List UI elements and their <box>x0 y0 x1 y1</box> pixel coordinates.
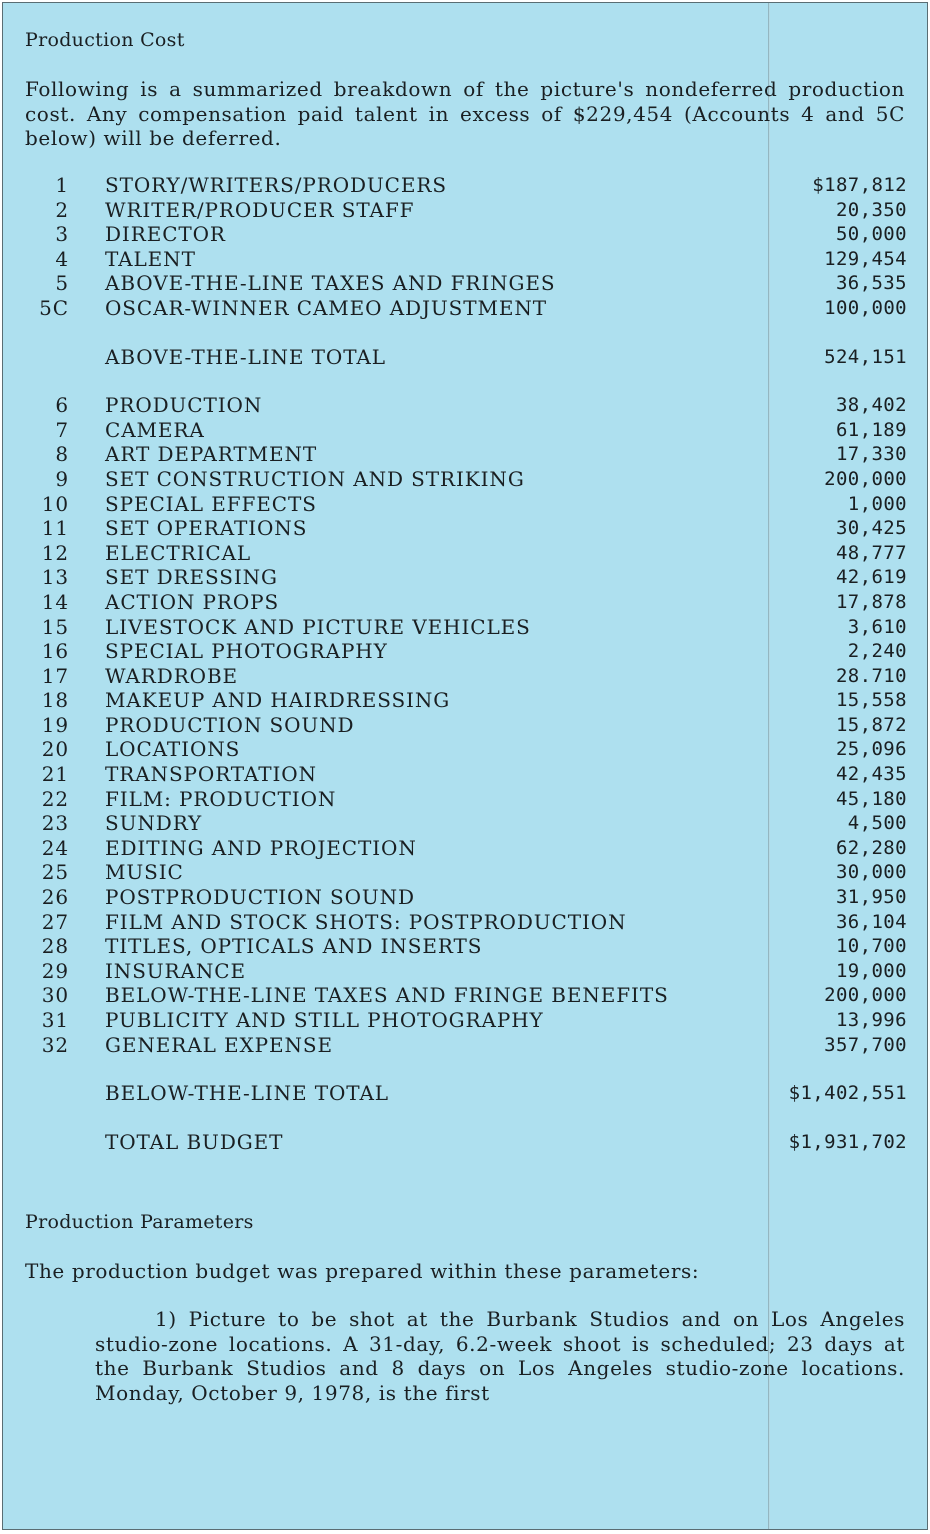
account-number: 25 <box>41 860 69 885</box>
account-number: 30 <box>41 983 69 1008</box>
budget-account-row <box>25 688 907 713</box>
below-the-line-total-label: BELOW-THE-LINE TOTAL <box>105 1081 389 1106</box>
budget-account-row <box>25 1008 907 1033</box>
account-amount: 30,425 <box>835 517 907 540</box>
account-name: ELECTRICAL <box>105 540 252 565</box>
account-number: 26 <box>41 885 69 910</box>
total-budget-row <box>25 1130 907 1155</box>
budget-account-row <box>25 565 907 590</box>
account-name: TITLES, OPTICALS AND INSERTS <box>105 934 483 959</box>
account-number: 18 <box>41 688 69 713</box>
account-amount: 38,402 <box>835 394 907 417</box>
account-number: 24 <box>41 835 69 860</box>
account-amount: 19,000 <box>835 959 907 982</box>
account-name: ACTION PROPS <box>105 589 280 614</box>
account-name: CAMERA <box>105 417 205 442</box>
account-number: 15 <box>41 614 69 639</box>
account-amount: $187,812 <box>812 174 907 196</box>
production-parameter-item-1: 1) Picture to be shot at the Burbank Studios and on Los Angeles studio-zone locations. A 31-day, 6.2-week shoot is scheduled; 23 days at the Burbank Studios and 8 days on Los Angeles studio-zone locations. Monday, October 9, 1978, is the first <box>95 1307 905 1405</box>
account-number: 6 <box>55 393 69 418</box>
account-amount: 129,454 <box>824 247 907 270</box>
account-amount: 31,950 <box>835 886 907 909</box>
account-name: SET CONSTRUCTION AND STRIKING <box>105 466 525 491</box>
account-number: 20 <box>41 737 69 762</box>
budget-account-row <box>25 393 907 418</box>
below-the-line-section <box>25 393 907 1057</box>
account-number: 5 <box>55 271 69 296</box>
account-name: MAKEUP AND HAIRDRESSING <box>105 688 451 713</box>
budget-account-row <box>25 516 907 541</box>
account-number: 12 <box>41 540 69 565</box>
account-number: 22 <box>41 786 69 811</box>
total-budget-amount: $1,931,702 <box>788 1130 907 1153</box>
account-name: GENERAL EXPENSE <box>105 1032 334 1057</box>
account-number: 13 <box>41 565 69 590</box>
account-number: 31 <box>41 1008 69 1032</box>
account-name: PRODUCTION SOUND <box>105 712 355 737</box>
account-number: 21 <box>41 762 69 787</box>
account-number: 28 <box>41 934 69 959</box>
account-amount: 17,878 <box>835 590 907 613</box>
budget-account-row <box>25 860 907 885</box>
budget-account-row <box>25 811 907 836</box>
account-number: 7 <box>55 417 69 442</box>
budget-account-row <box>25 959 907 984</box>
account-number: 27 <box>41 909 69 934</box>
budget-account-row <box>25 296 907 321</box>
account-amount: 13,996 <box>835 1009 907 1031</box>
account-amount: 36,104 <box>835 910 907 933</box>
production-cost-heading: Production Cost <box>25 29 185 51</box>
account-number: 11 <box>41 516 69 541</box>
account-amount: 42,619 <box>835 566 907 589</box>
budget-account-row <box>25 885 907 910</box>
account-amount: 50,000 <box>835 223 907 246</box>
account-amount: 61,189 <box>835 418 907 441</box>
budget-account-row <box>25 198 907 223</box>
budget-account-row <box>25 492 907 517</box>
account-name: MUSIC <box>105 860 184 885</box>
account-number: 10 <box>41 491 69 516</box>
account-name: ABOVE-THE-LINE TAXES AND FRINGES <box>105 271 556 296</box>
budget-account-row <box>25 247 907 272</box>
production-cost-intro: Following is a summarized breakdown of the picture's nondeferred production cost. Any compensation paid talent in excess of $229,454 (Accounts 4 and 5C below) will be deferred. <box>25 77 905 150</box>
below-the-line-total-row <box>25 1081 907 1106</box>
account-amount: 62,280 <box>835 836 907 859</box>
account-name: DIRECTOR <box>105 222 226 247</box>
account-name: POSTPRODUCTION SOUND <box>105 885 415 910</box>
account-name: FILM: PRODUCTION <box>105 786 337 811</box>
account-name: LOCATIONS <box>105 737 241 762</box>
account-amount: 3,610 <box>847 615 907 638</box>
account-name: WRITER/PRODUCER STAFF <box>105 197 415 222</box>
budget-account-row <box>25 836 907 861</box>
account-number: 29 <box>41 958 69 983</box>
account-amount: 36,535 <box>835 272 907 295</box>
account-amount: 4,500 <box>847 812 907 835</box>
account-amount: 42,435 <box>835 763 907 786</box>
account-name: PRODUCTION <box>105 393 263 418</box>
budget-account-row <box>25 664 907 689</box>
account-amount: 28.710 <box>835 664 907 687</box>
production-parameters-heading: Production Parameters <box>25 1211 254 1233</box>
account-number: 2 <box>55 197 69 222</box>
budget-account-row <box>25 910 907 935</box>
account-name: BELOW-THE-LINE TAXES AND FRINGE BENEFITS <box>105 983 669 1008</box>
budget-account-row <box>25 787 907 812</box>
account-name: SPECIAL EFFECTS <box>105 491 317 516</box>
account-name: TRANSPORTATION <box>105 762 317 787</box>
budget-account-row <box>25 541 907 566</box>
account-amount: 17,330 <box>835 443 907 466</box>
above-the-line-total-row <box>25 345 907 370</box>
account-name: OSCAR-WINNER CAMEO ADJUSTMENT <box>105 295 548 320</box>
account-name: STORY/WRITERS/PRODUCERS <box>105 173 447 197</box>
account-amount: 1,000 <box>847 492 907 515</box>
account-amount: 200,000 <box>824 984 907 1007</box>
account-number: 5C <box>39 295 69 320</box>
account-number: 1 <box>55 173 69 197</box>
account-number: 14 <box>41 589 69 614</box>
account-number: 17 <box>41 663 69 688</box>
account-name: TALENT <box>105 246 196 271</box>
account-number: 4 <box>55 246 69 271</box>
account-number: 16 <box>41 639 69 664</box>
budget-account-row <box>25 442 907 467</box>
below-the-line-total-amount: $1,402,551 <box>788 1082 907 1105</box>
above-the-line-total-amount: 524,151 <box>824 345 907 368</box>
total-budget-label: TOTAL BUDGET <box>105 1129 284 1154</box>
account-amount: 30,000 <box>835 861 907 884</box>
budget-document-page <box>2 2 928 1530</box>
account-amount: 48,777 <box>835 541 907 564</box>
budget-account-row <box>25 983 907 1008</box>
budget-account-row <box>25 467 907 492</box>
account-number: 32 <box>41 1032 69 1057</box>
budget-account-row <box>25 173 907 198</box>
budget-account-row <box>25 934 907 959</box>
account-amount: 20,350 <box>835 198 907 221</box>
account-name: EDITING AND PROJECTION <box>105 835 417 860</box>
budget-account-row <box>25 639 907 664</box>
account-name: FILM AND STOCK SHOTS: POSTPRODUCTION <box>105 909 627 934</box>
budget-table <box>25 173 907 1154</box>
budget-account-row <box>25 762 907 787</box>
account-amount: 45,180 <box>835 787 907 810</box>
account-amount: 100,000 <box>824 296 907 319</box>
account-amount: 25,096 <box>835 738 907 761</box>
account-name: WARDROBE <box>105 663 239 688</box>
account-name: INSURANCE <box>105 958 246 983</box>
above-the-line-section <box>25 173 907 321</box>
account-name: SPECIAL PHOTOGRAPHY <box>105 639 388 664</box>
account-name: PUBLICITY AND STILL PHOTOGRAPHY <box>105 1008 544 1032</box>
account-number: 3 <box>55 222 69 247</box>
account-amount: 10,700 <box>835 935 907 958</box>
account-amount: 15,872 <box>835 713 907 736</box>
budget-account-row <box>25 713 907 738</box>
above-the-line-total-label: ABOVE-THE-LINE TOTAL <box>105 344 386 369</box>
account-amount: 357,700 <box>824 1033 907 1056</box>
budget-account-row <box>25 418 907 443</box>
account-name: SET DRESSING <box>105 565 278 590</box>
account-amount: 200,000 <box>824 467 907 490</box>
account-name: LIVESTOCK AND PICTURE VEHICLES <box>105 614 531 639</box>
account-number: 23 <box>41 811 69 836</box>
account-amount: 15,558 <box>835 689 907 712</box>
production-parameters-intro: The production budget was prepared within these parameters: <box>25 1259 700 1283</box>
budget-account-row <box>25 590 907 615</box>
account-name: ART DEPARTMENT <box>105 442 318 467</box>
account-name: SUNDRY <box>105 811 203 836</box>
account-amount: 2,240 <box>847 640 907 663</box>
budget-account-row <box>25 615 907 640</box>
account-name: SET OPERATIONS <box>105 516 308 541</box>
account-number: 19 <box>41 712 69 737</box>
budget-account-row <box>25 1033 907 1058</box>
account-number: 8 <box>55 442 69 467</box>
budget-account-row <box>25 271 907 296</box>
budget-account-row <box>25 737 907 762</box>
account-number: 9 <box>55 466 69 491</box>
budget-account-row <box>25 222 907 247</box>
